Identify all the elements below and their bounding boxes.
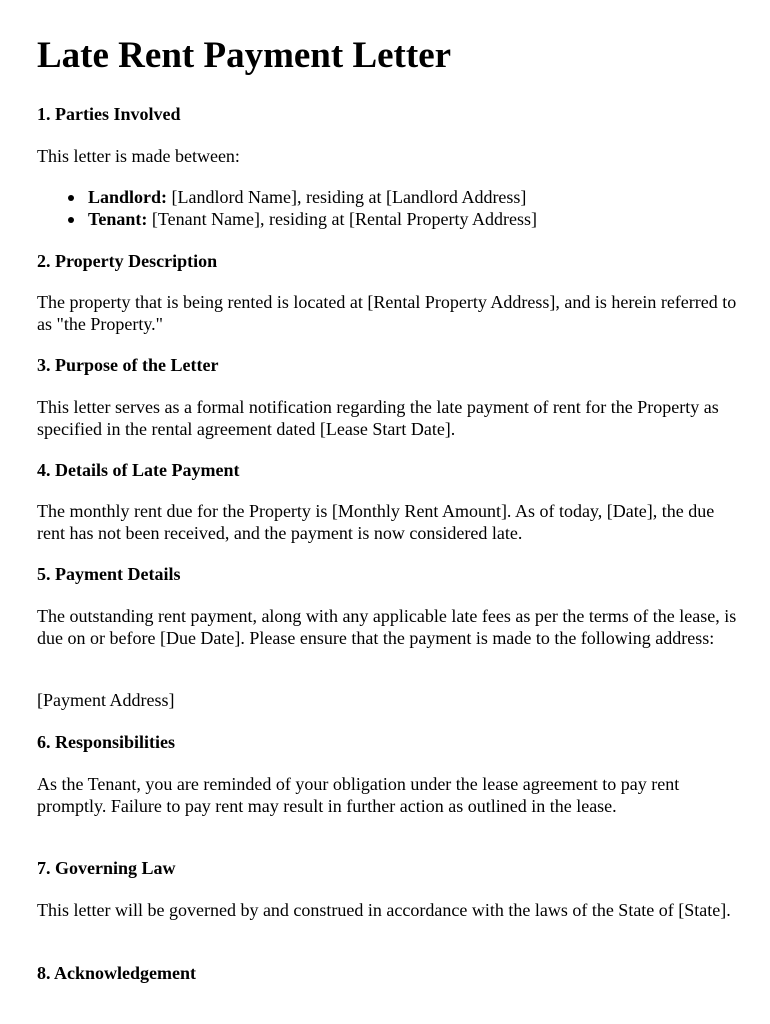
section-heading-governing-law: 7. Governing Law bbox=[37, 858, 176, 878]
parties-list bbox=[37, 186, 537, 230]
section-paragraph: The outstanding rent payment, along with any applicable late fees as per the terms of the lease, is due on or before [Due Date]. Please ensure that the payment is made to the following address: bbox=[37, 606, 737, 648]
payment-address: [Payment Address] bbox=[37, 690, 175, 710]
list-item-label: Landlord: bbox=[88, 187, 168, 207]
section-heading-payment-details: 5. Payment Details bbox=[37, 564, 181, 584]
list-item-label: Tenant: bbox=[88, 209, 148, 229]
section-heading-acknowledgement: 8. Acknowledgement bbox=[37, 963, 196, 983]
section-heading-purpose: 3. Purpose of the Letter bbox=[37, 355, 219, 375]
section-heading-responsibilities: 6. Responsibilities bbox=[37, 732, 176, 752]
list-item-landlord bbox=[37, 186, 537, 208]
section-paragraph: This letter is made between: bbox=[37, 146, 240, 166]
section-paragraph: This letter serves as a formal notification regarding the late payment of rent for the Property as specified in the rental agreement dated [Lease Start Date]. bbox=[37, 397, 719, 439]
list-item-text: [Tenant Name], residing at [Rental Property Address] bbox=[147, 209, 537, 229]
section-heading-late-payment: 4. Details of Late Payment bbox=[37, 460, 240, 480]
document-title: Late Rent Payment Letter bbox=[37, 35, 452, 76]
section-heading-parties: 1. Parties Involved bbox=[37, 104, 181, 124]
section-paragraph: The property that is being rented is located at [Rental Property Address], and is herein referred to as "the Property." bbox=[37, 292, 737, 334]
list-item-text: [Landlord Name], residing at [Landlord Address] bbox=[167, 187, 527, 207]
section-paragraph: This letter will be governed by and construed in accordance with the laws of the State of [State]. bbox=[37, 900, 731, 920]
bullet-icon bbox=[68, 195, 74, 201]
section-heading-property: 2. Property Description bbox=[37, 251, 218, 271]
section-paragraph: As the Tenant, you are reminded of your obligation under the lease agreement to pay rent promptly. Failure to pay rent may result in further action as outlined in the lease. bbox=[37, 774, 680, 816]
section-paragraph: The monthly rent due for the Property is [Monthly Rent Amount]. As of today, [Date], the due rent has not been received, and the payment is now considered late. bbox=[37, 501, 715, 543]
list-item-tenant bbox=[37, 208, 537, 230]
bullet-icon bbox=[68, 217, 74, 223]
